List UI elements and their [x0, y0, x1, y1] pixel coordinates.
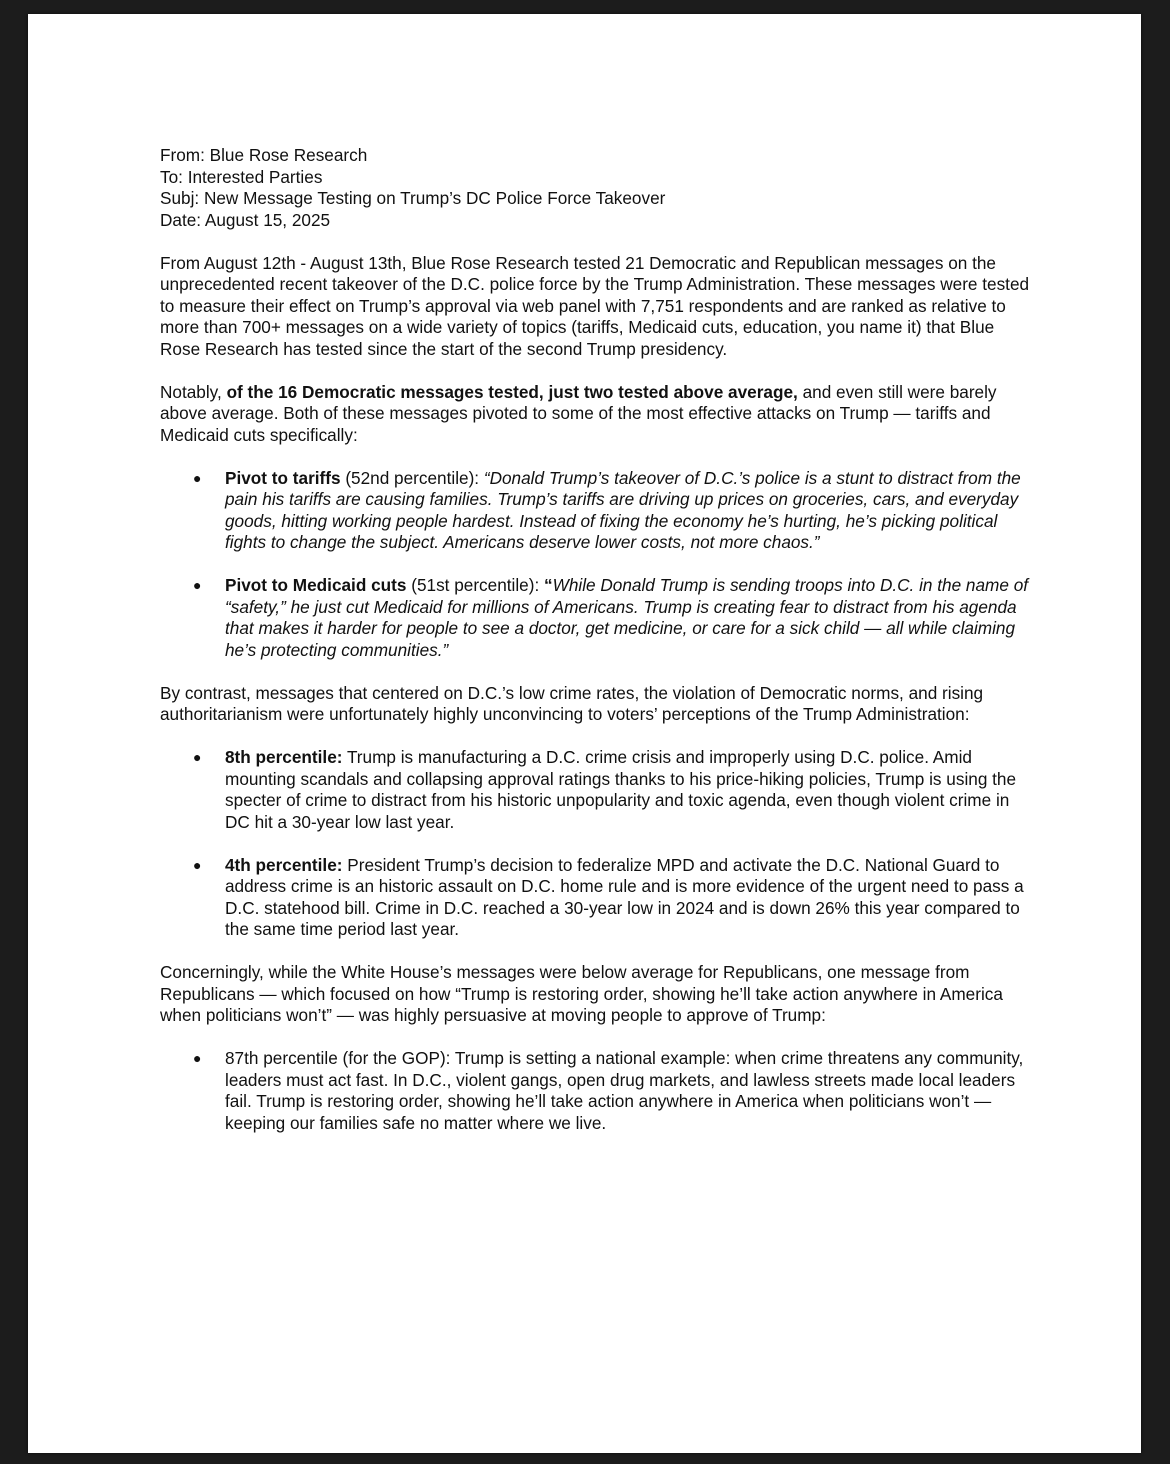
list-item [160, 1048, 1030, 1134]
message-percentile: (52nd percentile): [340, 467, 484, 488]
to-line: To: Interested Parties [160, 166, 323, 187]
memo-header [160, 145, 1030, 231]
message-quote: While Donald Trump is sending troops into D.C. in the name of “safety,” he just cut Medicaid for millions of Americans. Trump is creating fear to distract from his agenda that makes it harder for people to see a doctor, get medicine, or care for a sick child — all while claiming he’s protecting communities.” [225, 575, 1029, 660]
memo-body [160, 145, 1030, 1134]
bullet-icon: ● [193, 749, 202, 765]
intro-paragraph: From August 12th - August 13th, Blue Rose Research tested 21 Democratic and Republican messages on the unprecedented recent takeover of the D.C. police force by the Trump Administration. These messages were tested to measure their effect on Trump’s approval via web panel with 7,751 respondents and are ranked as relative to more than 700+ messages on a wide variety of topics (tariffs, Medicaid cuts, education, you name it) that Blue Rose Research has tested since the start of the second Trump presidency. [160, 252, 1030, 359]
bullet-icon: ● [193, 469, 202, 486]
notably-lead: Notably, [160, 381, 227, 402]
dem-top-messages-list [160, 468, 1030, 662]
notably-paragraph [160, 382, 1030, 447]
message-label: Pivot to Medicaid cuts [225, 575, 407, 595]
from-line: From: Blue Rose Research [160, 145, 368, 165]
date-line: Date: August 15, 2025 [160, 209, 331, 230]
message-label: 4th percentile: [225, 854, 343, 875]
gop-messages-list [160, 1048, 1030, 1134]
message-text: 87th percentile (for the GOP): Trump is setting a national example: when crime threatens any community, leaders must act fast. In D.C., violent gangs, open drug markets, and lawless streets made local leaders fail. Trump is restoring order, showing he’ll take action anywhere in America when politicians won’t — keeping our families safe no matter where we live. [225, 1048, 1024, 1133]
message-text: President Trump’s decision to federalize MPD and activate the D.C. National Guard to address crime is an historic assault on D.C. home rule and is more evidence of the urgent need to pass a D.C. statehood bill. Crime in D.C. reached a 30-year low in 2024 and is down 26% this year compared to the same time period last year. [225, 854, 1024, 939]
list-item [160, 468, 1030, 554]
subject-line: Subj: New Message Testing on Trump’s DC Police Force Takeover [160, 188, 666, 208]
message-percentile: (51st percentile): [406, 575, 545, 595]
contrast-paragraph: By contrast, messages that centered on D.C.’s low crime rates, the violation of Democratic norms, and rising authoritarianism were unfortunately highly unconvincing to voters’ perceptions of the Trump Administration: [160, 682, 984, 724]
concern-paragraph: Concerningly, while the White House’s messages were below average for Republicans, one message from Republicans — which focused on how “Trump is restoring order, showing he’ll take action anywhere in America when politicians won’t” — was highly persuasive at moving people to approve of Trump: [160, 962, 1003, 1025]
message-label: Pivot to tariffs [225, 467, 341, 488]
dem-low-messages-list [160, 747, 1030, 941]
list-item [160, 747, 1030, 833]
bullet-icon: ● [193, 577, 202, 593]
message-label: 8th percentile: [225, 747, 343, 767]
list-item [160, 575, 1030, 661]
notably-rest: and even still were barely above average. Both of these messages pivoted to some of the most effective attacks on Trump — tariffs and Medicaid cuts specifically: [160, 381, 997, 445]
document-page [28, 14, 1141, 1453]
list-item [160, 855, 1030, 941]
quote-open: “ [544, 575, 553, 595]
message-text: Trump is manufacturing a D.C. crime crisis and improperly using D.C. police. Amid mounting scandals and collapsing approval ratings thanks to his price-hiking policies, Trump is using the specter of crime to distract from his historic unpopularity and toxic agenda, even though violent crime in DC hit a 30-year low last year. [225, 747, 1017, 832]
message-quote: “Donald Trump’s takeover of D.C.’s police is a stunt to distract from the pain his tariffs are causing families. Trump’s tariffs are driving up prices on groceries, cars, and everyday goods, hitting working people hardest. Instead of fixing the economy he’s hurting, he’s picking political fights to change the subject. Americans deserve lower costs, not more chaos.” [225, 467, 1021, 552]
notably-bold: of the 16 Democratic messages tested, just two tested above average, [226, 381, 798, 402]
bullet-icon: ● [193, 1050, 202, 1066]
bullet-icon: ● [193, 856, 202, 873]
